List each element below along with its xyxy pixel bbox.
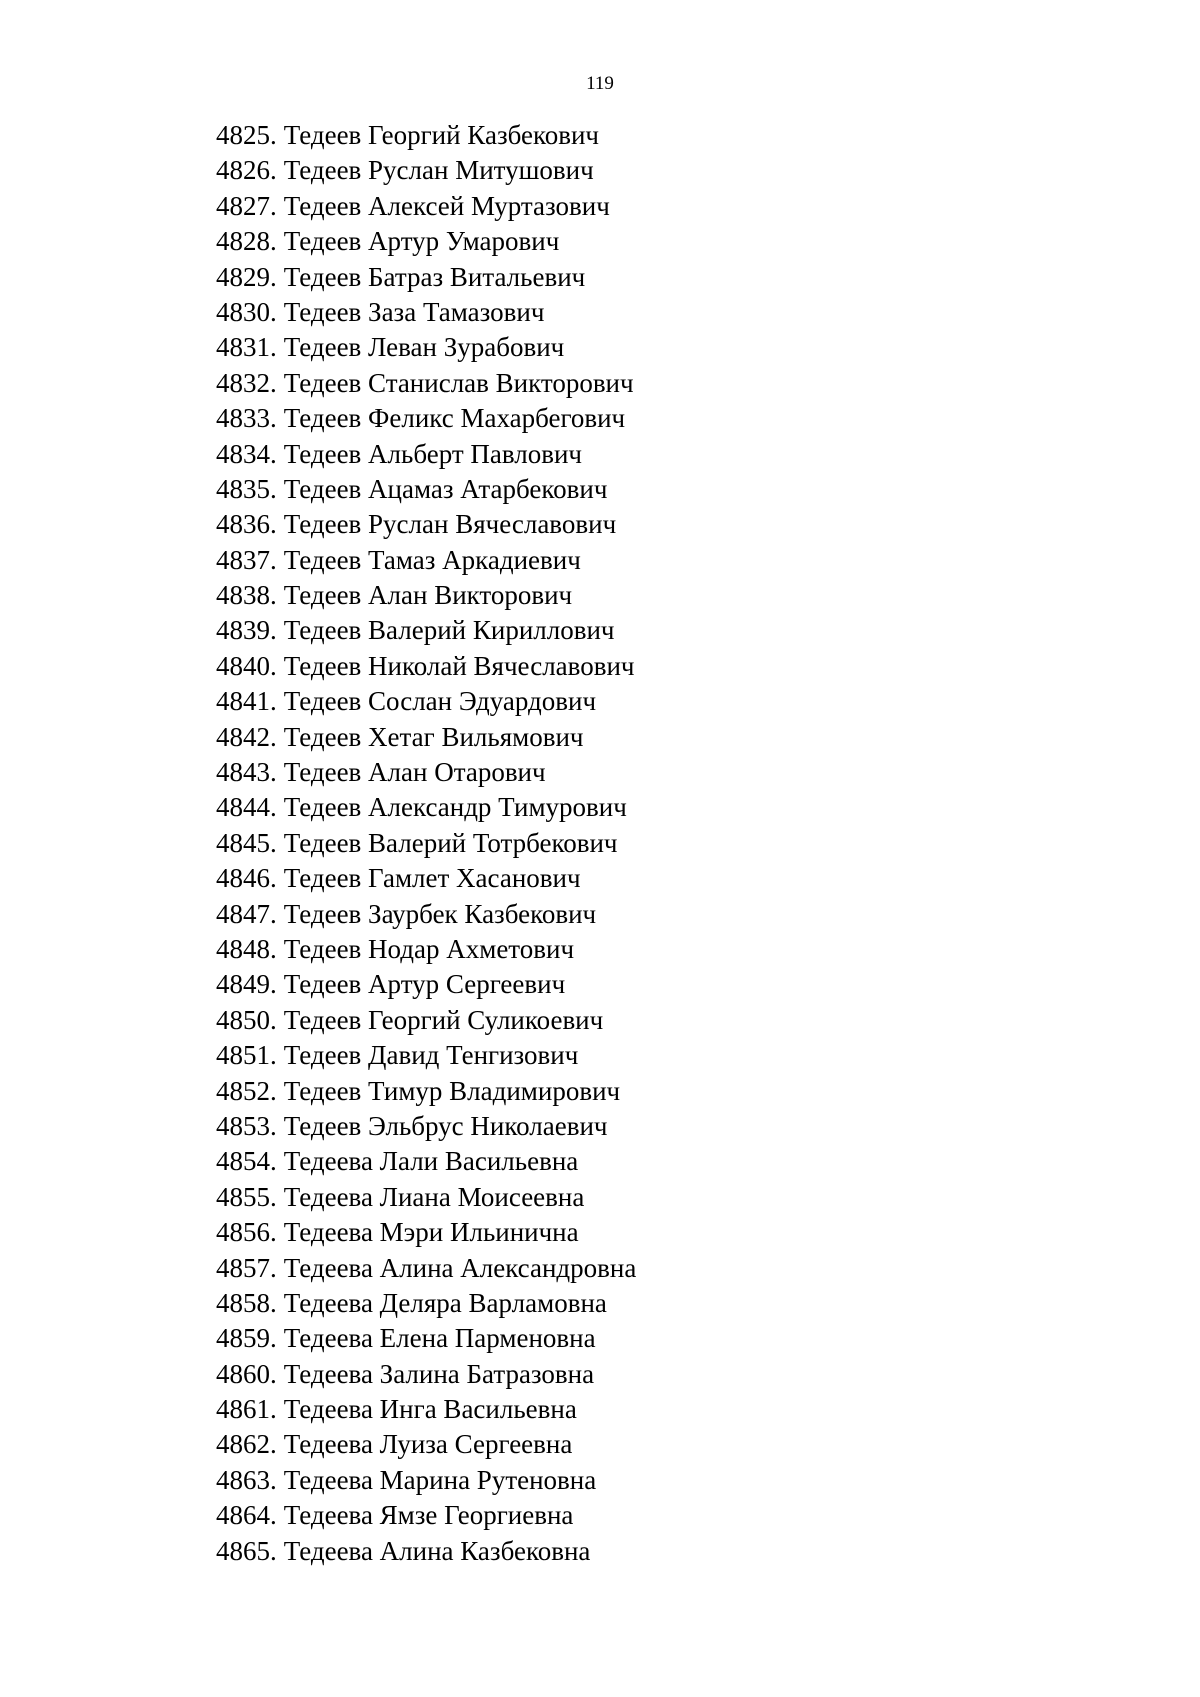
list-item xyxy=(216,1251,636,1286)
entry-full-name: Тедеев Ацамаз Атарбекович xyxy=(283,473,608,504)
entry-number: 4831. xyxy=(216,332,277,363)
list-item xyxy=(216,613,636,648)
list-item xyxy=(216,1357,636,1392)
entry-full-name: Тедеев Давид Тенгизович xyxy=(283,1040,579,1071)
entry-full-name: Тедеев Леван Зурабович xyxy=(283,332,565,363)
list-item xyxy=(216,295,636,330)
entry-full-name: Тедеева Лиана Моисеевна xyxy=(283,1181,585,1212)
entry-number: 4842. xyxy=(216,721,277,752)
list-item xyxy=(216,1038,636,1073)
entry-full-name: Тедеева Луиза Сергеевна xyxy=(283,1429,573,1460)
entry-number: 4840. xyxy=(216,650,277,681)
list-item xyxy=(216,1392,636,1427)
list-item xyxy=(216,330,636,365)
entry-number: 4849. xyxy=(216,969,277,1000)
entry-full-name: Тедеев Заурбек Казбекович xyxy=(283,898,597,929)
list-item xyxy=(216,578,636,613)
entry-full-name: Тедеев Артур Сергеевич xyxy=(283,969,566,1000)
list-item xyxy=(216,755,636,790)
entry-number: 4860. xyxy=(216,1358,277,1389)
entry-number: 4863. xyxy=(216,1464,277,1495)
entry-number: 4862. xyxy=(216,1429,277,1460)
entry-full-name: Тедеева Деляра Варламовна xyxy=(283,1287,607,1318)
entry-number: 4841. xyxy=(216,686,277,717)
list-item xyxy=(216,1463,636,1498)
list-item xyxy=(216,153,636,188)
entry-full-name: Тедеев Тимур Владимирович xyxy=(283,1075,621,1106)
list-item xyxy=(216,507,636,542)
entry-full-name: Тедеев Руслан Митушович xyxy=(283,155,594,186)
list-item xyxy=(216,684,636,719)
entry-number: 4830. xyxy=(216,296,277,327)
entry-number: 4825. xyxy=(216,120,277,150)
list-item xyxy=(216,826,636,861)
list-item xyxy=(216,1534,636,1569)
list-item xyxy=(216,543,636,578)
entry-number: 4857. xyxy=(216,1252,277,1283)
list-item xyxy=(216,1003,636,1038)
entry-number: 4844. xyxy=(216,792,277,823)
entry-number: 4858. xyxy=(216,1287,277,1318)
entry-full-name: Тедеев Батраз Витальевич xyxy=(283,261,586,292)
entry-full-name: Тедеев Алан Викторович xyxy=(283,580,573,611)
entry-full-name: Тедеева Ямзе Георгиевна xyxy=(283,1500,574,1531)
list-item xyxy=(216,1215,636,1250)
list-item xyxy=(216,1286,636,1321)
entry-full-name: Тедеев Альберт Павлович xyxy=(283,438,583,469)
entry-number: 4827. xyxy=(216,190,277,221)
list-item xyxy=(216,1144,636,1179)
entry-full-name: Тедеева Елена Парменовна xyxy=(283,1323,596,1354)
entry-number: 4852. xyxy=(216,1075,277,1106)
entry-full-name: Тедеев Нодар Ахметович xyxy=(283,933,575,964)
list-item xyxy=(216,118,636,153)
list-item xyxy=(216,1074,636,1109)
entry-full-name: Тедеев Тамаз Аркадиевич xyxy=(283,544,581,575)
entry-number: 4829. xyxy=(216,261,277,292)
entry-number: 4865. xyxy=(216,1535,277,1566)
entry-number: 4851. xyxy=(216,1040,277,1071)
entry-full-name: Тедеев Георгий Казбекович xyxy=(283,120,599,150)
entry-full-name: Тедеев Сослан Эдуардович xyxy=(283,686,597,717)
entry-number: 4859. xyxy=(216,1323,277,1354)
list-item xyxy=(216,1109,636,1144)
list-item xyxy=(216,437,636,472)
page-number: 119 xyxy=(586,73,614,94)
list-item xyxy=(216,1180,636,1215)
list-item xyxy=(216,932,636,967)
entry-number: 4850. xyxy=(216,1004,277,1035)
entry-full-name: Тедеев Заза Тамазович xyxy=(283,296,545,327)
entry-number: 4835. xyxy=(216,473,277,504)
entry-full-name: Тедеев Эльбрус Николаевич xyxy=(283,1110,608,1141)
entry-number: 4836. xyxy=(216,509,277,540)
entry-full-name: Тедеев Георгий Суликоевич xyxy=(283,1004,604,1035)
entry-number: 4856. xyxy=(216,1217,277,1248)
entry-number: 4832. xyxy=(216,367,277,398)
entry-full-name: Тедеева Марина Рутеновна xyxy=(283,1464,597,1495)
entry-full-name: Тедеева Залина Батразовна xyxy=(283,1358,595,1389)
list-item xyxy=(216,790,636,825)
list-item xyxy=(216,1498,636,1533)
entry-number: 4839. xyxy=(216,615,277,646)
entry-number: 4843. xyxy=(216,757,277,788)
entry-full-name: Тедеев Валерий Кириллович xyxy=(283,615,615,646)
entry-full-name: Тедеев Алан Отарович xyxy=(283,757,546,788)
name-list xyxy=(216,118,636,1569)
entry-number: 4845. xyxy=(216,827,277,858)
entry-full-name: Тедеев Николай Вячеславович xyxy=(283,650,635,681)
list-item xyxy=(216,189,636,224)
list-item xyxy=(216,861,636,896)
entry-full-name: Тедеев Хетаг Вильямович xyxy=(283,721,584,752)
entry-number: 4834. xyxy=(216,438,277,469)
list-item xyxy=(216,366,636,401)
entry-full-name: Тедеев Станислав Викторович xyxy=(283,367,634,398)
entry-number: 4846. xyxy=(216,863,277,894)
entry-number: 4833. xyxy=(216,403,277,434)
entry-number: 4854. xyxy=(216,1146,277,1177)
entry-full-name: Тедеев Руслан Вячеславович xyxy=(283,509,617,540)
entry-full-name: Тедеева Лали Васильевна xyxy=(283,1146,579,1177)
list-item xyxy=(216,472,636,507)
entry-full-name: Тедеев Феликс Махарбегович xyxy=(283,403,626,434)
entry-full-name: Тедеев Александр Тимурович xyxy=(283,792,627,823)
list-item xyxy=(216,897,636,932)
list-item xyxy=(216,224,636,259)
entry-number: 4847. xyxy=(216,898,277,929)
entry-full-name: Тедеев Гамлет Хасанович xyxy=(283,863,581,894)
list-item xyxy=(216,1321,636,1356)
entry-number: 4861. xyxy=(216,1394,277,1425)
entry-full-name: Тедеева Алина Казбековна xyxy=(283,1535,591,1566)
entry-number: 4837. xyxy=(216,544,277,575)
list-item xyxy=(216,649,636,684)
entry-full-name: Тедеева Инга Васильевна xyxy=(283,1394,577,1425)
entry-number: 4864. xyxy=(216,1500,277,1531)
entry-full-name: Тедеев Валерий Тотрбекович xyxy=(283,827,618,858)
list-item xyxy=(216,260,636,295)
list-item xyxy=(216,401,636,436)
entry-number: 4855. xyxy=(216,1181,277,1212)
list-item xyxy=(216,720,636,755)
entry-full-name: Тедеева Мэри Ильинична xyxy=(283,1217,579,1248)
entry-full-name: Тедеева Алина Александровна xyxy=(283,1252,637,1283)
entry-full-name: Тедеев Артур Умарович xyxy=(283,226,560,257)
list-item xyxy=(216,1427,636,1462)
entry-number: 4848. xyxy=(216,933,277,964)
entry-number: 4828. xyxy=(216,226,277,257)
list-item xyxy=(216,967,636,1002)
entry-number: 4826. xyxy=(216,155,277,186)
entry-full-name: Тедеев Алексей Муртазович xyxy=(283,190,610,221)
entry-number: 4853. xyxy=(216,1110,277,1141)
entry-number: 4838. xyxy=(216,580,277,611)
